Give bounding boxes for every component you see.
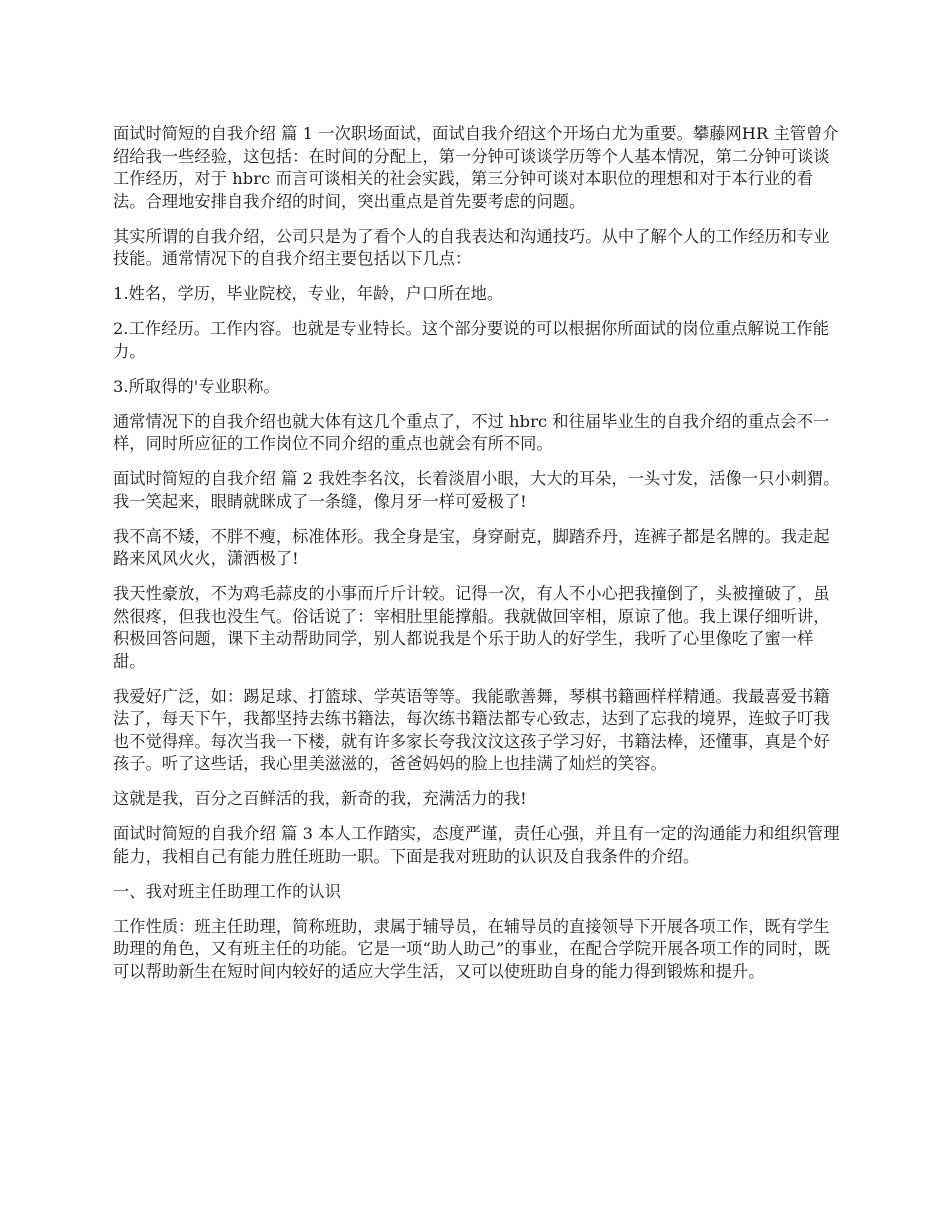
paragraph-4: 2.工作经历。工作内容。也就是专业特长。这个部分要说的可以根据你所面试的岗位重点解说工作能力。: [113, 319, 830, 361]
paragraph-12: 面试时简短的自我介绍 篇 3 本人工作踏实，态度严谨，责任心强，并且有一定的沟通能力和组织管理能力，我相自己有能力胜任班助一职。下面是我对班助的认识及自我条件的介绍。: [113, 824, 840, 866]
paragraph-1: 面试时简短的自我介绍 篇 1 一次职场面试，面试自我介绍这个开场白尤为重要。攀藤网HR 主管曾介绍给我一些经验，这包括：在时间的分配上，第一分钟可谈谈学历等个人基本情况，第二分钟可谈谈工作经历，对于 hbrc 而言可谈相关的社会实践，第三分钟可谈对本职位的理想和对于本行业的看法。合理地安排自我介绍的时间，突出重点是首先要考虑的问题。: [113, 124, 839, 211]
paragraph-9: 我天性豪放，不为鸡毛蒜皮的小事而斤斤计较。记得一次，有人不小心把我撞倒了，头被撞破了，虽然很疼，但我也没生气。俗话说了：宰相肚里能撑船。我就做回宰相，原谅了他。我上课仔细听讲，积极回答问题，课下主动帮助同学，别人都说我是个乐于助人的好学生，我听了心里像吃了蜜一样甜。: [113, 584, 830, 671]
section-heading: 一、我对班主任助理工作的认识: [113, 881, 342, 901]
paragraph-2: 其实所谓的自我介绍，公司只是为了看个人的自我表达和沟通技巧。从中了解个人的工作经历和专业技能。通常情况下的自我介绍主要包括以下几点：: [113, 226, 830, 268]
paragraph-14: 工作性质：班主任助理，简称班助，隶属于辅导员，在辅导员的直接领导下开展各项工作，既有学生助理的角色，又有班主任的功能。它是一项“助人助己”的事业，在配合学院开展各项工作的同时，既可以帮助新生在短时间内较好的适应大学生活，又可以使班助自身的能力得到锻炼和提升。: [113, 916, 831, 981]
paragraph-8: 我不高不矮，不胖不瘦，标准体形。我全身是宝，身穿耐克，脚踏乔丹，连裤子都是名牌的。我走起路来风风火火，潇洒极了!: [113, 526, 830, 568]
document-page: [113, 123, 843, 996]
paragraph-3: 1.姓名，学历，毕业院校，专业，年龄，户口所在地。: [113, 284, 504, 303]
paragraph-11: 这就是我，百分之百鲜活的我，新奇的我，充满活力的我!: [113, 789, 527, 808]
paragraph-7: 面试时简短的自我介绍 篇 2 我姓李名汶，长着淡眉小眼，大大的耳朵，一头寸发，活像一只小刺猬。我一笑起来，眼睛就眯成了一条缝，像月牙一样可爱极了!: [113, 469, 840, 511]
paragraph-6: 通常情况下的自我介绍也就大体有这几个重点了，不过 hbrc 和往届毕业生的自我介绍的重点会不一样，同时所应征的工作岗位不同介绍的重点也就会有所不同。: [113, 411, 830, 453]
paragraph-10: 我爱好广泛，如：踢足球、打篮球、学英语等等。我能歌善舞，琴棋书籍画样样精通。我最喜爱书籍法了，每天下午，我都坚持去练书籍法，每次练书籍法都专心致志，达到了忘我的境界，连蚊子叮我也不觉得痒。每次当我一下楼，就有许多家长夸我汶汶这孩子学习好，书籍法棒，还懂事，真是个好孩子。听了这些话，我心里美滋滋的，爸爸妈妈的脸上也挂满了灿烂的笑容。: [113, 686, 830, 773]
paragraph-5: 3.所取得的'专业职称。: [113, 376, 280, 396]
